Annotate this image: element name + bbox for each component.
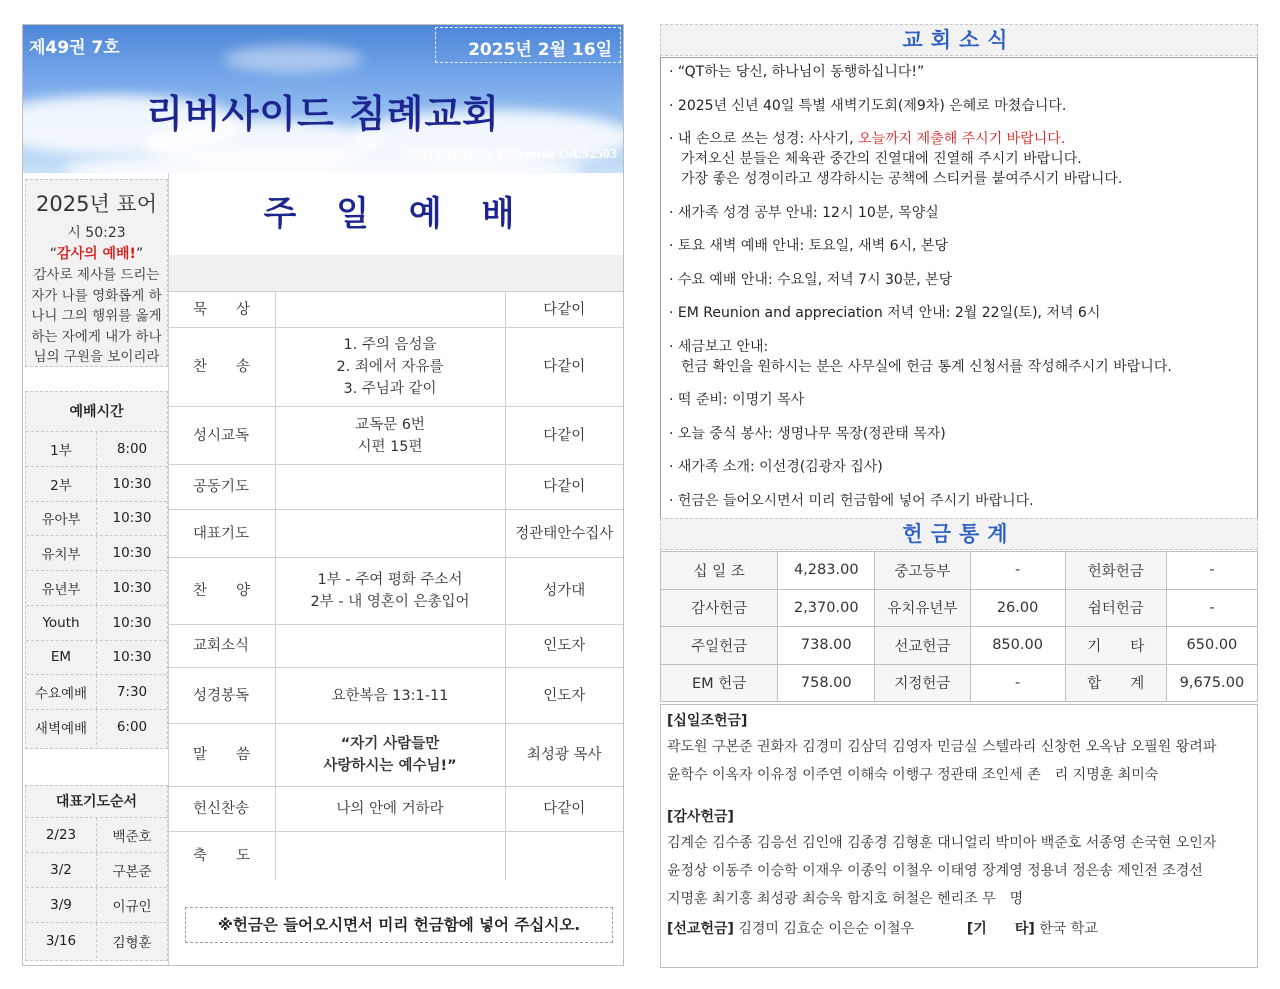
service-name: EM <box>26 641 97 675</box>
news-text: 2025년 신년 40일 특별 새벽기도회(제9차) 은혜로 마쳤습니다. <box>677 97 1067 114</box>
worship-row <box>169 558 623 625</box>
prayer-row <box>26 888 167 923</box>
news-text: 오늘 중식 봉사: 생명나무 목장(정관태 목자) <box>677 425 946 442</box>
news-highlight: 오늘까지 제출해 주시기 바랍니다. <box>858 131 1066 147</box>
prayer-date: 2/23 <box>26 818 97 852</box>
worship-item: 대표기도 <box>169 510 275 558</box>
prayer-leader: 이규인 <box>112 899 152 915</box>
worship-leader: 성가대 <box>505 558 623 625</box>
service-row <box>26 432 167 467</box>
worship-content-line: 1부 - 주여 평화 주소서 <box>317 572 463 588</box>
worship-row <box>169 328 623 407</box>
thanks-names-line: 지명훈 최기홍 최성광 최승욱 함지호 허철은 헨리조 무 명 <box>667 891 1024 907</box>
service-time: 10:30 <box>112 510 152 527</box>
worship-content-line: “자기 사람들만 <box>340 736 440 752</box>
divider-band <box>169 255 623 291</box>
worship-content <box>275 625 505 668</box>
offering-row <box>661 627 1258 665</box>
worship-row <box>169 510 623 558</box>
service-time: 10:30 <box>112 579 152 596</box>
worship-content <box>275 558 505 625</box>
thanks-names-line: 윤정상 이동주 이승학 이재우 이종익 이철우 이태영 장계영 정용녀 정은송 제인전 조경선 <box>667 863 1203 879</box>
service-times <box>25 391 168 749</box>
news-item: · 수요 예배 안내: 수요일, 저녁 7시 30분, 본당 <box>669 271 953 288</box>
offering-label: 쉼터헌금 <box>1065 589 1166 627</box>
news-item: · 새가족 소개: 이선경(김광자 집사) <box>669 459 883 475</box>
news-item: · 새가족 성경 공부 안내: 12시 10분, 목양실 <box>669 204 939 221</box>
service-time: 10:30 <box>112 649 152 666</box>
worship-leader: 정관태안수집사 <box>505 510 623 558</box>
volume-number: 제49권 7호 <box>29 38 120 58</box>
date-box <box>435 27 621 63</box>
worship-leader: 인도자 <box>505 625 623 668</box>
prayer-leader: 백준호 <box>112 829 152 845</box>
offering-amount: 26.00 <box>970 589 1065 627</box>
news-text: 수요 예배 안내: 수요일, 저녁 7시 30분, 본당 <box>677 271 953 288</box>
service-time: 10:30 <box>112 545 152 562</box>
quote-open: “ <box>49 246 58 262</box>
other-heading: [기 타] <box>966 921 1035 937</box>
news-text: 새가족 성경 공부 안내: 12시 10분, 목양실 <box>677 204 939 221</box>
news-item: · “QT하는 당신, 하나님이 동행하십니다!” <box>669 64 925 80</box>
church-name: 리버사이드 침례교회 <box>146 92 500 136</box>
mission-and-other-row <box>667 917 1251 941</box>
service-name: 수요예배 <box>26 675 97 709</box>
offering-amount: - <box>970 552 1065 590</box>
offering-table <box>660 551 1258 702</box>
worship-item: 성시교독 <box>169 407 275 465</box>
worship-title: 주 일 예 배 <box>263 194 529 234</box>
header-banner <box>23 25 623 173</box>
prayer-schedule-title: 대표기도순서 <box>26 786 167 818</box>
service-times-title: 예배시간 <box>26 392 167 432</box>
news-line: 가져오신 분들은 체육관 중간의 진열대에 진열해 주시기 바랍니다. <box>681 151 1082 167</box>
service-time: 6:00 <box>116 719 148 736</box>
worship-content <box>275 832 505 880</box>
service-time: 10:30 <box>112 475 152 492</box>
offering-label: 감사헌금 <box>661 589 778 627</box>
prayer-date: 3/2 <box>26 853 97 887</box>
motto-theme-text: 감사의 예배! <box>57 246 136 262</box>
offering-amount: - <box>1166 552 1257 590</box>
worship-content-line: 3. 주님과 같이 <box>343 381 437 397</box>
worship-content <box>275 510 505 558</box>
church-address: 5413 Tyler St. Riverside CA.92503 <box>412 147 617 162</box>
prayer-date: 3/16 <box>26 923 97 958</box>
sidebar <box>23 173 169 965</box>
offering-notice: ※헌금은 들어오시면서 미리 헌금함에 넣어 주십시오. <box>185 907 613 943</box>
offering-amount: 758.00 <box>778 664 875 702</box>
offering-label: 중고등부 <box>875 552 970 590</box>
service-row <box>26 710 167 745</box>
worship-content <box>275 465 505 510</box>
prayer-row <box>26 853 167 888</box>
service-name: 2부 <box>26 467 97 501</box>
worship-leader: 다같이 <box>505 787 623 832</box>
offering-label: 지정헌금 <box>875 664 970 702</box>
tithe-names-line: 윤학수 이옥자 이유정 이주연 이해숙 이행구 정관태 조인세 존 리 지명훈 최미숙 <box>667 767 1159 783</box>
worship-content-line: 나의 안에 거하라 <box>336 801 444 817</box>
offering-row <box>661 589 1258 627</box>
offering-label: EM 헌금 <box>661 664 778 702</box>
service-row <box>26 536 167 571</box>
offering-title: 헌금통계 <box>660 518 1258 550</box>
service-row <box>26 502 167 537</box>
news-line: 헌금 확인을 원하시는 분은 사무실에 헌금 통계 신청서를 작성해주시기 바랍니다. <box>681 358 1172 375</box>
service-name: 유년부 <box>26 571 97 605</box>
offering-amount: 4,283.00 <box>778 552 875 590</box>
news-item: · 오늘 중식 봉사: 생명나무 목장(정관태 목자) <box>669 425 946 442</box>
offering-amount: - <box>1166 589 1257 627</box>
worship-leader: 다같이 <box>505 292 623 328</box>
service-time: 7:30 <box>116 684 148 701</box>
worship-leader: 다같이 <box>505 328 623 407</box>
service-time: 10:30 <box>112 614 152 631</box>
bulletin-back-page <box>660 24 1258 966</box>
bulletin-front-page <box>22 24 624 966</box>
prayer-date: 3/9 <box>26 888 97 922</box>
news-item: · 헌금은 들어오시면서 미리 헌금함에 넣어 주시기 바랍니다. <box>669 492 1034 509</box>
service-row <box>26 675 167 710</box>
worship-row <box>169 465 623 510</box>
news-item: · EM Reunion and appreciation 저녁 안내: 2월 22일(토), 저녁 6시 <box>669 305 1101 321</box>
news-text: 내 손으로 쓰는 성경: 사사기, <box>677 131 859 147</box>
service-name: 유아부 <box>26 502 97 536</box>
other-names: 한국 학교 <box>1039 921 1098 937</box>
offering-amount: 650.00 <box>1166 627 1257 665</box>
offering-amount: 9,675.00 <box>1166 664 1257 702</box>
service-row <box>26 606 167 641</box>
mission-names: 김경미 김효순 이은순 이철우 <box>738 921 914 937</box>
motto-theme <box>26 243 167 263</box>
news-title: 교회소식 <box>660 24 1258 56</box>
worship-row <box>169 832 623 880</box>
worship-leader: 인도자 <box>505 668 623 724</box>
news-text: 세금보고 안내: <box>677 338 769 355</box>
news-item: · 떡 준비: 이명기 목사 <box>669 392 805 408</box>
tithe-heading: [십일조헌금] <box>667 713 748 729</box>
thanks-names-line: 김계순 김수종 김응선 김인애 김종경 김형훈 대니얼리 박미아 백준호 서종영 손국현 오인자 <box>667 835 1217 851</box>
offering-label: 헌화헌금 <box>1065 552 1166 590</box>
offering-label: 십 일 조 <box>661 552 778 590</box>
worship-leader: 다같이 <box>505 407 623 465</box>
worship-content <box>275 787 505 832</box>
service-name: 1부 <box>26 432 97 466</box>
worship-item: 성경봉독 <box>169 668 275 724</box>
news-item: · 토요 새벽 예배 안내: 토요일, 새벽 6시, 본당 <box>669 238 948 254</box>
worship-content <box>275 724 505 787</box>
offering-label: 합 계 <box>1065 664 1166 702</box>
worship-row <box>169 407 623 465</box>
worship-row <box>169 625 623 668</box>
service-time: 8:00 <box>116 440 148 457</box>
quote-close: ” <box>135 246 144 262</box>
worship-content <box>275 407 505 465</box>
worship-item: 축 도 <box>169 832 275 880</box>
church-news <box>660 57 1258 541</box>
worship-content-line: 2부 - 내 영혼이 은총입어 <box>310 594 470 610</box>
worship-content-line: 사랑하시는 예수님!” <box>323 758 457 774</box>
worship-content-line: 요한복음 13:1-11 <box>331 687 449 704</box>
offering-amount: 2,370.00 <box>778 589 875 627</box>
offering-row <box>661 552 1258 590</box>
tithe-names-line: 곽도원 구본준 권화자 김경미 김삼덕 김영자 민금실 스텔라리 신창헌 오옥남 오필원 왕려파 <box>667 739 1217 755</box>
service-row <box>26 467 167 502</box>
motto-title: 2025년 표어 <box>36 192 157 216</box>
worship-row <box>169 787 623 832</box>
offering-label: 선교헌금 <box>875 627 970 665</box>
worship-leader: 다같이 <box>505 465 623 510</box>
service-row <box>26 571 167 606</box>
worship-content-line: 1. 주의 음성을 <box>343 337 437 353</box>
prayer-row <box>26 818 167 853</box>
news-item: · 세금보고 안내: 헌금 확인을 원하시는 분은 사무실에 헌금 통계 신청서를 작성해주시기 바랍니다. <box>669 337 1249 377</box>
worship-row <box>169 292 623 328</box>
news-text: 헌금은 들어오시면서 미리 헌금함에 넣어 주시기 바랍니다. <box>677 492 1034 509</box>
news-text: 토요 새벽 예배 안내: 토요일, 새벽 6시, 본당 <box>677 238 948 254</box>
news-text: 새가족 소개: 이선경(김광자 집사) <box>677 459 883 475</box>
worship-leader: 최성광 목사 <box>505 724 623 787</box>
motto-box <box>25 179 168 367</box>
news-item: · 내 손으로 쓰는 성경: 사사기, 오늘까지 제출해 주시기 바랍니다. 가져오신 분들은 체육관 중간의 진열대에 진열해 주시기 바랍니다. 가장 좋은 성경이라고 생각하시는 공책에 스티커를 붙여주시기 바랍니다. <box>669 129 1249 189</box>
news-text: 떡 준비: 이명기 목사 <box>677 392 805 408</box>
mission-heading: [선교헌금] <box>667 921 734 937</box>
worship-content <box>275 668 505 724</box>
worship-content <box>275 292 505 328</box>
donor-list <box>660 704 1258 968</box>
worship-content-line: 교독문 6번 <box>355 416 425 433</box>
prayer-schedule <box>25 785 168 961</box>
news-text: “QT하는 당신, 하나님이 동행하십니다!” <box>677 64 925 80</box>
worship-content-line: 2. 죄에서 자유를 <box>336 359 444 375</box>
worship-row <box>169 668 623 724</box>
offering-label: 유치유년부 <box>875 589 970 627</box>
news-line: 가장 좋은 성경이라고 생각하시는 공책에 스티커를 붙여주시기 바랍니다. <box>681 171 1123 187</box>
motto-verse-text: 감사로 제사를 드리는 자가 나를 영화롭게 하나니 그의 행위를 옳게 하는 자에게 내가 하나님의 구원을 보이리라 <box>31 267 162 365</box>
service-name: 유치부 <box>26 536 97 570</box>
prayer-row <box>26 923 167 958</box>
worship-content <box>275 328 505 407</box>
motto-reference: 시 50:23 <box>67 225 126 241</box>
news-text: EM Reunion and appreciation 저녁 안내: 2월 22일(토), 저녁 6시 <box>677 305 1101 321</box>
worship-row <box>169 724 623 787</box>
worship-item: 말 씀 <box>169 724 275 787</box>
news-item: · 2025년 신년 40일 특별 새벽기도회(제9차) 은혜로 마쳤습니다. <box>669 97 1067 114</box>
bulletin-date: 2025년 2월 16일 <box>468 40 612 60</box>
offering-amount: 738.00 <box>778 627 875 665</box>
worship-leader <box>505 832 623 880</box>
service-name: Youth <box>26 606 97 640</box>
offering-amount: - <box>970 664 1065 702</box>
worship-item: 찬 양 <box>169 558 275 625</box>
service-row <box>26 641 167 676</box>
prayer-leader: 김형훈 <box>112 934 152 951</box>
offering-row <box>661 664 1258 702</box>
offering-label: 기 타 <box>1065 627 1166 665</box>
offering-label: 주일헌금 <box>661 627 778 665</box>
worship-item: 찬 송 <box>169 328 275 407</box>
worship-item: 묵 상 <box>169 292 275 328</box>
thanks-heading: [감사헌금] <box>667 809 734 825</box>
order-of-worship <box>169 291 623 880</box>
service-name: 새벽예배 <box>26 710 97 745</box>
offering-amount: 850.00 <box>970 627 1065 665</box>
worship-item: 교회소식 <box>169 625 275 668</box>
worship-item: 헌신찬송 <box>169 787 275 832</box>
prayer-leader: 구본준 <box>112 864 152 880</box>
worship-item: 공동기도 <box>169 465 275 510</box>
worship-content-line: 시편 15편 <box>357 438 423 455</box>
